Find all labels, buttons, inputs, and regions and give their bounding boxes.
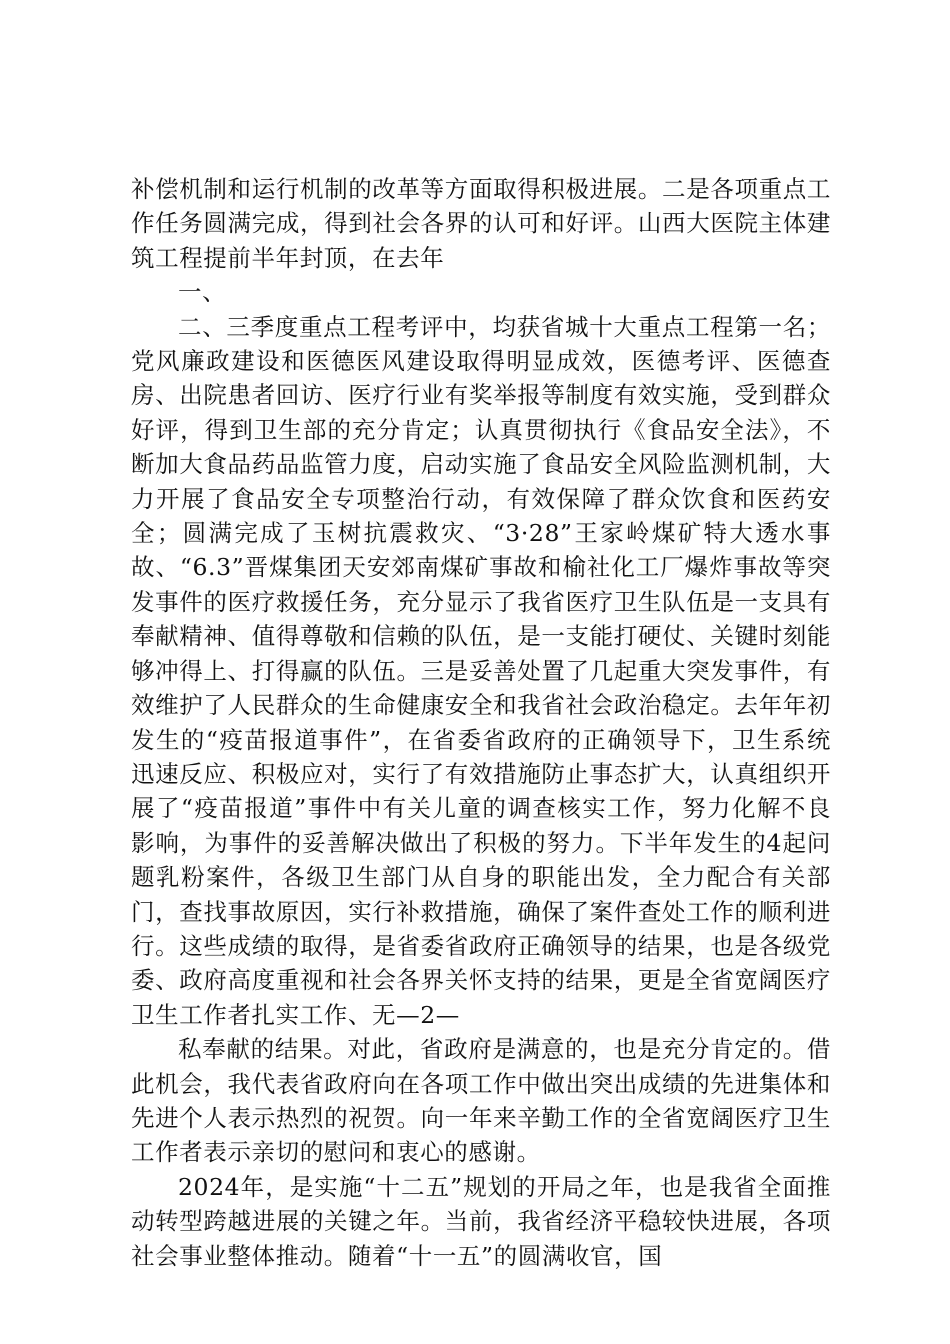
paragraph-5: 2024年，是实施“十二五”规划的开局之年，也是我省全面推动转型跨越进展的关键之年。当前，我省经济平稳较快进展，各项社会事业整体推动。随着“十一五”的圆满收官，国 xyxy=(131,1172,831,1270)
paragraph-4: 私奉献的结果。对此，省政府是满意的，也是充分肯定的。借此机会，我代表省政府向在各项工作中做出突出成绩的先进集体和先进个人表示热烈的祝贺。向一年来辛勤工作的全省宽阔医疗卫生工作者表示亲切的慰问和衷心的感谢。 xyxy=(131,1035,831,1167)
document-body xyxy=(131,172,831,1273)
paragraph-1: 补偿机制和运行机制的改革等方面取得积极进展。二是各项重点工作任务圆满完成，得到社会各界的认可和好评。山西大医院主体建筑工程提前半年封顶，在去年 xyxy=(131,175,831,272)
paragraph-3: 二、三季度重点工程考评中，均获省城十大重点工程第一名；党风廉政建设和医德医风建设取得明显成效，医德考评、医德查房、出院患者回访、医疗行业有奖举报等制度有效实施，受到群众好评，得到卫生部的充分肯定；认真贯彻执行《食品安全法》，不断加大食品药品监管力度，启动实施了食品安全风险监测机制，大力开展了食品安全专项整治行动，有效保障了群众饮食和医药安全；圆满完成了玉树抗震救灾、“3·28”王家岭煤矿特大透水事故、“6.3”晋煤集团天安郊南煤矿事故和榆社化工厂爆炸事故等突发事件的医疗救援任务，充分显示了我省医疗卫生队伍是一支具有奉献精神、值得尊敬和信赖的队伍，是一支能打硬仗、关键时刻能够冲得上、打得赢的队伍。三是妥善处置了几起重大突发事件，有效维护了人民群众的生命健康安全和我省社会政治稳定。去年年初发生的“疫苗报道事件”，在省委省政府的正确领导下，卫生系统迅速反应、积极应对，实行了有效措施防止事态扩大，认真组织开展了“疫苗报道”事件中有关儿童的调查核实工作，努力化解不良影响，为事件的妥善解决做出了积极的努力。下半年发生的4起问题乳粉案件，各级卫生部门从自身的职能出发，全力配合有关部门，查找事故原因，实行补救措施，确保了案件查处工作的顺利进行。这些成绩的取得，是省委省政府正确领导的结果，也是各级党委、政府高度重视和社会各界关怀支持的结果，更是全省宽阔医疗卫生工作者扎实工作、无—2— xyxy=(131,312,831,1029)
paragraph-2: 一、 xyxy=(178,278,227,307)
